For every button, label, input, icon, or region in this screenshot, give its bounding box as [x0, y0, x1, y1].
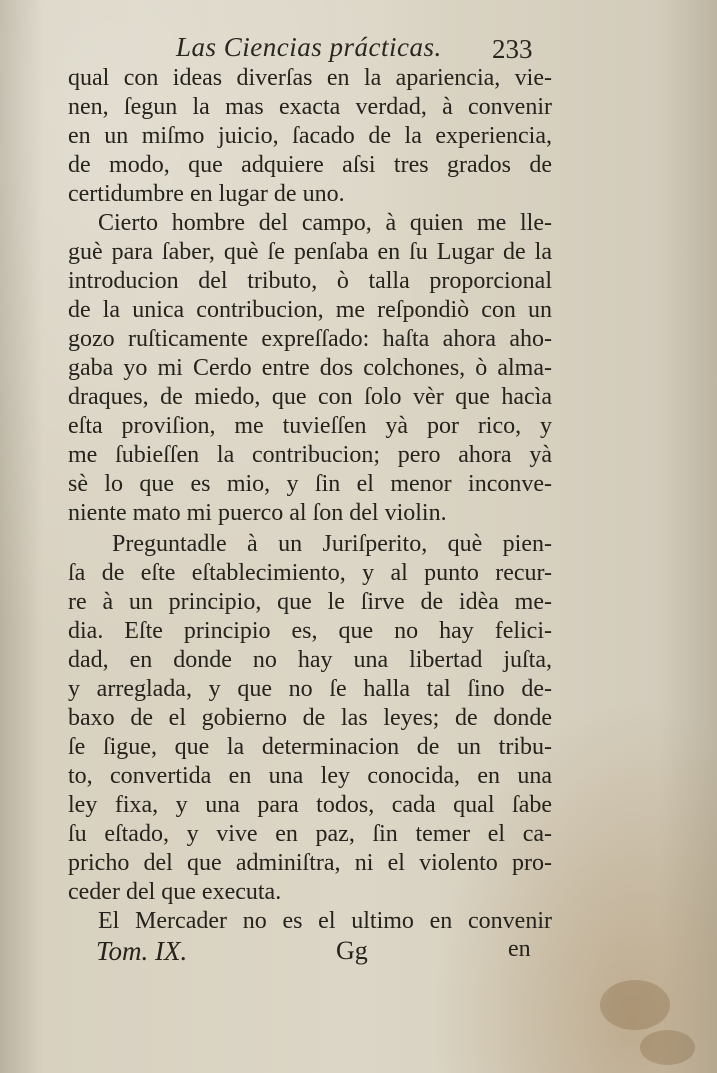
- text-line: ſa de eſte eſtablecimiento, y al punto recur-: [68, 560, 552, 586]
- paragraph-start-line: El Mercader no es el ultimo en convenir: [98, 908, 552, 934]
- foxing-stain: [640, 1030, 695, 1065]
- signature-mark: Gg: [336, 936, 368, 965]
- running-head-title: Las Ciencias prácticas.: [176, 32, 442, 62]
- text-line: baxo de el gobierno de las leyes; de donde: [68, 705, 552, 731]
- catchword: en: [508, 936, 531, 962]
- text-line: en un miſmo juicio, ſacado de la experiencia,: [68, 123, 552, 149]
- text-line: dad, en donde no hay una libertad juſta,: [68, 647, 552, 673]
- text-line: draques, de miedo, que con ſolo vèr que hacìa: [68, 384, 552, 410]
- text-line: re à un principio, que le ſirve de idèa me-: [68, 589, 552, 615]
- text-line: y arreglada, y que no ſe halla tal ſino de-: [68, 676, 552, 702]
- volume-signature: Tom. IX.: [96, 936, 188, 966]
- paragraph-start-line: Cierto hombre del campo, à quien me lle-: [98, 210, 552, 236]
- text-line: dia. Eſte principio es, que no hay felici-: [68, 618, 552, 644]
- text-line: de modo, que adquiere aſsi tres grados de: [68, 152, 552, 178]
- text-line: gaba yo mi Cerdo entre dos colchones, ò alma-: [68, 355, 552, 381]
- text-line: niente mato mi puerco al ſon del violin.: [68, 500, 447, 526]
- text-line: guè para ſaber, què ſe penſaba en ſu Lugar de la: [68, 239, 552, 265]
- text-line: certidumbre en lugar de uno.: [68, 181, 345, 207]
- text-line: ley fixa, y una para todos, cada qual ſabe: [68, 792, 552, 818]
- foxing-stain: [600, 980, 670, 1030]
- text-line: pricho del que adminiſtra, ni el violento pro-: [68, 850, 552, 876]
- text-line: ſu eſtado, y vive en paz, ſin temer el ca-: [68, 821, 552, 847]
- text-line: ſe ſigue, que la determinacion de un tribu-: [68, 734, 552, 760]
- page-number: 233: [492, 34, 533, 64]
- page-footer: [0, 936, 717, 976]
- text-line: me ſubieſſen la contribucion; pero ahora yà: [68, 442, 552, 468]
- text-line: qual con ideas diverſas en la apariencia, vie-: [68, 65, 552, 91]
- body-text: [68, 64, 552, 936]
- text-line: ceder del que executa.: [68, 879, 282, 905]
- text-line: gozo ruſticamente expreſſado: haſta ahora aho-: [68, 326, 552, 352]
- text-line: sè lo que es mio, y ſin el menor inconve-: [68, 471, 552, 497]
- text-line: nen, ſegun la mas exacta verdad, à convenir: [68, 94, 552, 120]
- text-line: to, convertida en una ley conocida, en una: [68, 763, 552, 789]
- text-line: introducion del tributo, ò talla proporcional: [68, 268, 552, 294]
- paragraph-start-line: Preguntadle à un Juriſperito, què pien-: [112, 531, 552, 557]
- text-line: eſta proviſion, me tuvieſſen yà por rico, y: [68, 413, 552, 439]
- text-line: de la unica contribucion, me reſpondiò con un: [68, 297, 552, 323]
